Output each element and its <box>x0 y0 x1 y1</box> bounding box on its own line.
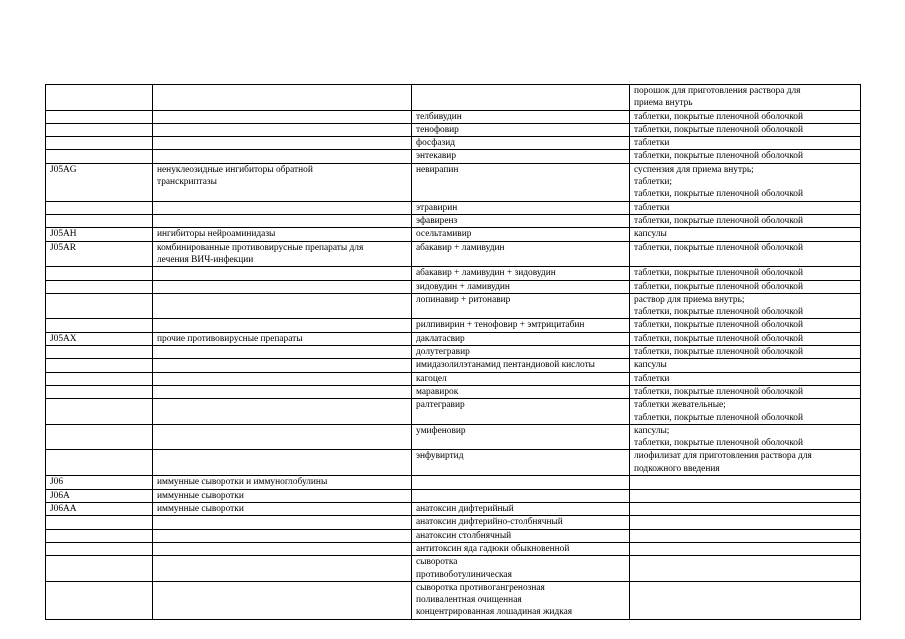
dosage-form-cell <box>630 163 861 201</box>
cell-text-line: порошок для приготовления раствора для <box>634 86 801 96</box>
atc-code-cell <box>46 280 153 293</box>
dosage-form-cell <box>630 529 861 542</box>
atc-code-cell <box>46 346 153 359</box>
group-name-cell <box>153 529 412 542</box>
cell-text-line: иммунные сыворотки <box>157 490 244 501</box>
cell-text: имидазолилэтанамид пентандиовой кислоты <box>416 360 595 371</box>
atc-code-cell <box>46 424 153 450</box>
dosage-form-cell <box>630 319 861 332</box>
drug-name-cell <box>412 228 630 241</box>
table-row <box>46 123 861 136</box>
table-row <box>46 489 861 502</box>
table-row <box>46 319 861 332</box>
group-name-cell <box>153 424 412 450</box>
cell-text: J05AG <box>50 164 77 175</box>
drug-name-cell <box>412 516 630 529</box>
table-row <box>46 529 861 542</box>
cell-text-line: концентрированная лошадиная жидкая <box>416 607 573 618</box>
cell-text: рилпивирин + тенофовир + эмтрицитабин <box>416 320 585 331</box>
drug-name-cell <box>412 489 630 502</box>
drug-name-cell <box>412 476 630 489</box>
atc-code-cell <box>46 201 153 214</box>
drug-name-cell <box>412 581 630 619</box>
cell-text: J05AH <box>50 229 77 240</box>
drug-name-cell <box>412 293 630 319</box>
cell-text: даклатасвир <box>416 333 465 344</box>
dosage-form-cell <box>630 150 861 163</box>
group-name-cell <box>153 110 412 123</box>
group-name-cell <box>153 489 412 502</box>
group-name-cell <box>153 359 412 372</box>
cell-text-line: таблетки, покрытые пленочной оболочкой <box>634 347 803 358</box>
table-row <box>46 516 861 529</box>
drug-name-cell <box>412 542 630 555</box>
cell-text-line: таблетки, покрытые пленочной оболочкой <box>634 333 803 344</box>
table-row <box>46 293 861 319</box>
cell-text-line: поливалентная очищенная <box>416 595 522 606</box>
atc-code-cell <box>46 332 153 345</box>
table-row <box>46 267 861 280</box>
cell-text-line: таблетки, покрытые пленочной оболочкой <box>634 307 803 318</box>
table-row <box>46 542 861 555</box>
dosage-form-cell <box>630 450 861 476</box>
drug-name-cell <box>412 215 630 228</box>
group-name-cell <box>153 581 412 619</box>
atc-code-cell <box>46 150 153 163</box>
dosage-form-cell <box>630 137 861 150</box>
cell-text-line: таблетки, покрытые пленочной оболочкой <box>634 111 803 122</box>
group-name-cell <box>153 267 412 280</box>
dosage-form-cell <box>630 476 861 489</box>
cell-text: лопинавир + ритонавир <box>416 294 511 305</box>
cell-text: зидовудин + ламивудин <box>416 281 510 292</box>
table-row <box>46 503 861 516</box>
atc-code-cell <box>46 529 153 542</box>
dosage-form-cell <box>630 280 861 293</box>
table-row <box>46 110 861 123</box>
drug-name-cell <box>412 85 630 111</box>
atc-code-cell <box>46 319 153 332</box>
drug-name-cell <box>412 385 630 398</box>
drug-name-cell <box>412 503 630 516</box>
cell-text: J05AX <box>50 333 77 344</box>
group-name-cell <box>153 85 412 111</box>
cell-text: абакавир + ламивудин <box>416 242 505 253</box>
cell-text-line: комбинированные противовирусные препараты для <box>157 242 364 253</box>
group-name-cell <box>153 516 412 529</box>
cell-text-line: подкожного введения <box>634 463 720 474</box>
dosage-form-cell <box>630 228 861 241</box>
cell-text-line: прочие противовирусные препараты <box>157 333 303 344</box>
cell-text-line: лечения ВИЧ-инфекции <box>157 254 254 265</box>
cell-text-line: таблетки <box>634 202 670 213</box>
atc-code-cell <box>46 215 153 228</box>
drug-name-cell <box>412 110 630 123</box>
group-name-cell <box>153 372 412 385</box>
table-row <box>46 215 861 228</box>
cell-text-line: таблетки, покрытые пленочной оболочкой <box>634 438 803 449</box>
cell-text-line: таблетки <box>634 138 670 149</box>
dosage-form-cell <box>630 110 861 123</box>
cell-text-line: капсулы; <box>634 425 670 436</box>
table-row <box>46 85 861 111</box>
cell-text-line: транскриптазы <box>157 177 217 188</box>
drug-name-cell <box>412 372 630 385</box>
cell-text-line: таблетки, покрытые пленочной оболочкой <box>634 216 803 227</box>
cell-text: энфувиртид <box>416 451 464 462</box>
group-name-cell <box>153 201 412 214</box>
atc-code-cell <box>46 476 153 489</box>
cell-text: J06A <box>50 490 70 501</box>
group-name-cell <box>153 280 412 293</box>
cell-text: тенофовир <box>416 124 459 135</box>
cell-text-line: таблетки, покрытые пленочной оболочкой <box>634 268 803 279</box>
drug-name-cell <box>412 359 630 372</box>
dosage-form-cell <box>630 346 861 359</box>
drug-name-cell <box>412 280 630 293</box>
atc-code-cell <box>46 372 153 385</box>
group-name-cell <box>153 476 412 489</box>
cell-text: антитоксин яда гадюки обыкновенной <box>416 543 570 554</box>
atc-code-cell <box>46 228 153 241</box>
dosage-form-cell <box>630 385 861 398</box>
drug-name-cell <box>412 267 630 280</box>
table-row <box>46 424 861 450</box>
table-row <box>46 241 861 267</box>
dosage-form-cell <box>630 399 861 425</box>
group-name-cell <box>153 215 412 228</box>
atc-code-cell <box>46 359 153 372</box>
dosage-form-cell <box>630 489 861 502</box>
cell-text-line: ингибиторы нейроаминидазы <box>157 229 276 240</box>
cell-text-line: лиофилизат для приготовления раствора для <box>634 451 812 462</box>
table-row <box>46 556 861 582</box>
dosage-form-cell <box>630 424 861 450</box>
cell-text: этравирин <box>416 202 458 213</box>
dosage-form-cell <box>630 556 861 582</box>
cell-text: анатоксин дифтерийный <box>416 504 514 515</box>
table-row <box>46 201 861 214</box>
atc-code-cell <box>46 556 153 582</box>
dosage-form-cell <box>630 123 861 136</box>
table-row <box>46 137 861 150</box>
cell-text: кагоцел <box>416 373 447 384</box>
atc-code-cell <box>46 399 153 425</box>
cell-text-line: таблетки, покрытые пленочной оболочкой <box>634 151 803 162</box>
drug-name-cell <box>412 150 630 163</box>
dosage-form-cell <box>630 215 861 228</box>
cell-text-line: таблетки, покрытые пленочной оболочкой <box>634 189 803 200</box>
cell-text: ралтегравир <box>416 400 465 411</box>
cell-text-line: приема внутрь <box>634 98 693 109</box>
cell-text: долутегравир <box>416 347 470 358</box>
table-row <box>46 332 861 345</box>
cell-text-line: сыворотка противогангренозная <box>416 582 545 593</box>
atc-code-cell <box>46 110 153 123</box>
atc-code-cell <box>46 581 153 619</box>
atc-code-cell <box>46 137 153 150</box>
cell-text: анатоксин столбнячный <box>416 530 512 541</box>
table-row <box>46 359 861 372</box>
cell-text-line: капсулы <box>634 360 667 371</box>
cell-text: умифеновир <box>416 425 466 436</box>
cell-text: маравирок <box>416 386 459 397</box>
group-name-cell <box>153 385 412 398</box>
drug-name-cell <box>412 123 630 136</box>
group-name-cell <box>153 319 412 332</box>
cell-text-line: таблетки, покрытые пленочной оболочкой <box>634 412 803 423</box>
atc-code-cell <box>46 385 153 398</box>
atc-code-cell <box>46 85 153 111</box>
dosage-form-cell <box>630 85 861 111</box>
atc-code-cell <box>46 503 153 516</box>
drug-name-cell <box>412 450 630 476</box>
drug-list-table <box>45 84 861 620</box>
drug-name-cell <box>412 319 630 332</box>
cell-text: телбивудин <box>416 111 462 122</box>
group-name-cell <box>153 332 412 345</box>
cell-text-line: таблетки <box>634 373 670 384</box>
cell-text: J06 <box>50 477 64 488</box>
cell-text-line: таблетки, покрытые пленочной оболочкой <box>634 124 803 135</box>
drug-name-cell <box>412 137 630 150</box>
table-row <box>46 228 861 241</box>
table-row <box>46 150 861 163</box>
cell-text: J05AR <box>50 242 77 253</box>
table-row <box>46 476 861 489</box>
cell-text: эфавиренз <box>416 216 458 227</box>
group-name-cell <box>153 163 412 201</box>
dosage-form-cell <box>630 372 861 385</box>
cell-text: невирапин <box>416 164 459 175</box>
atc-code-cell <box>46 267 153 280</box>
cell-text: абакавир + ламивудин + зидовудин <box>416 268 556 279</box>
group-name-cell <box>153 137 412 150</box>
atc-code-cell <box>46 516 153 529</box>
cell-text-line: таблетки; <box>634 177 673 188</box>
cell-text-line: ненуклеозидные ингибиторы обратной <box>157 164 313 175</box>
group-name-cell <box>153 123 412 136</box>
cell-text-line: иммунные сыворотки и иммуноглобулины <box>157 477 328 488</box>
drug-name-cell <box>412 529 630 542</box>
group-name-cell <box>153 399 412 425</box>
cell-text-line: таблетки, покрытые пленочной оболочкой <box>634 320 803 331</box>
cell-text-line: таблетки, покрытые пленочной оболочкой <box>634 386 803 397</box>
atc-code-cell <box>46 163 153 201</box>
drug-name-cell <box>412 163 630 201</box>
cell-text-line: капсулы <box>634 229 667 240</box>
table-row <box>46 399 861 425</box>
dosage-form-cell <box>630 267 861 280</box>
cell-text-line: таблетки жевательные; <box>634 400 726 411</box>
cell-text-line: суспензия для приема внутрь; <box>634 164 754 175</box>
group-name-cell <box>153 542 412 555</box>
drug-name-cell <box>412 201 630 214</box>
cell-text-line: иммунные сыворотки <box>157 504 244 515</box>
table-row <box>46 346 861 359</box>
drug-name-cell <box>412 346 630 359</box>
atc-code-cell <box>46 123 153 136</box>
cell-text-line: противоботулиническая <box>416 569 512 580</box>
cell-text: J06AA <box>50 504 77 515</box>
table-row <box>46 163 861 201</box>
table-row <box>46 385 861 398</box>
drug-name-cell <box>412 241 630 267</box>
table-row <box>46 450 861 476</box>
cell-text: осельтамивир <box>416 229 472 240</box>
cell-text: анатоксин дифтерийно-столбнячный <box>416 517 563 528</box>
dosage-form-cell <box>630 359 861 372</box>
dosage-form-cell <box>630 332 861 345</box>
table-row <box>46 280 861 293</box>
group-name-cell <box>153 556 412 582</box>
group-name-cell <box>153 293 412 319</box>
table-row <box>46 372 861 385</box>
cell-text-line: таблетки, покрытые пленочной оболочкой <box>634 281 803 292</box>
drug-name-cell <box>412 556 630 582</box>
atc-code-cell <box>46 489 153 502</box>
cell-text: фосфазид <box>416 138 455 149</box>
group-name-cell <box>153 346 412 359</box>
atc-code-cell <box>46 542 153 555</box>
dosage-form-cell <box>630 503 861 516</box>
drug-name-cell <box>412 332 630 345</box>
drug-name-cell <box>412 399 630 425</box>
dosage-form-cell <box>630 516 861 529</box>
dosage-form-cell <box>630 542 861 555</box>
dosage-form-cell <box>630 581 861 619</box>
atc-code-cell <box>46 450 153 476</box>
atc-code-cell <box>46 293 153 319</box>
group-name-cell <box>153 503 412 516</box>
cell-text-line: раствор для приема внутрь; <box>634 294 745 305</box>
dosage-form-cell <box>630 201 861 214</box>
table-row <box>46 581 861 619</box>
group-name-cell <box>153 228 412 241</box>
cell-text-line: таблетки, покрытые пленочной оболочкой <box>634 242 803 253</box>
group-name-cell <box>153 450 412 476</box>
dosage-form-cell <box>630 241 861 267</box>
drug-name-cell <box>412 424 630 450</box>
dosage-form-cell <box>630 293 861 319</box>
atc-code-cell <box>46 241 153 267</box>
cell-text-line: сыворотка <box>416 557 458 568</box>
group-name-cell <box>153 150 412 163</box>
cell-text: энтекавир <box>416 151 457 162</box>
group-name-cell <box>153 241 412 267</box>
